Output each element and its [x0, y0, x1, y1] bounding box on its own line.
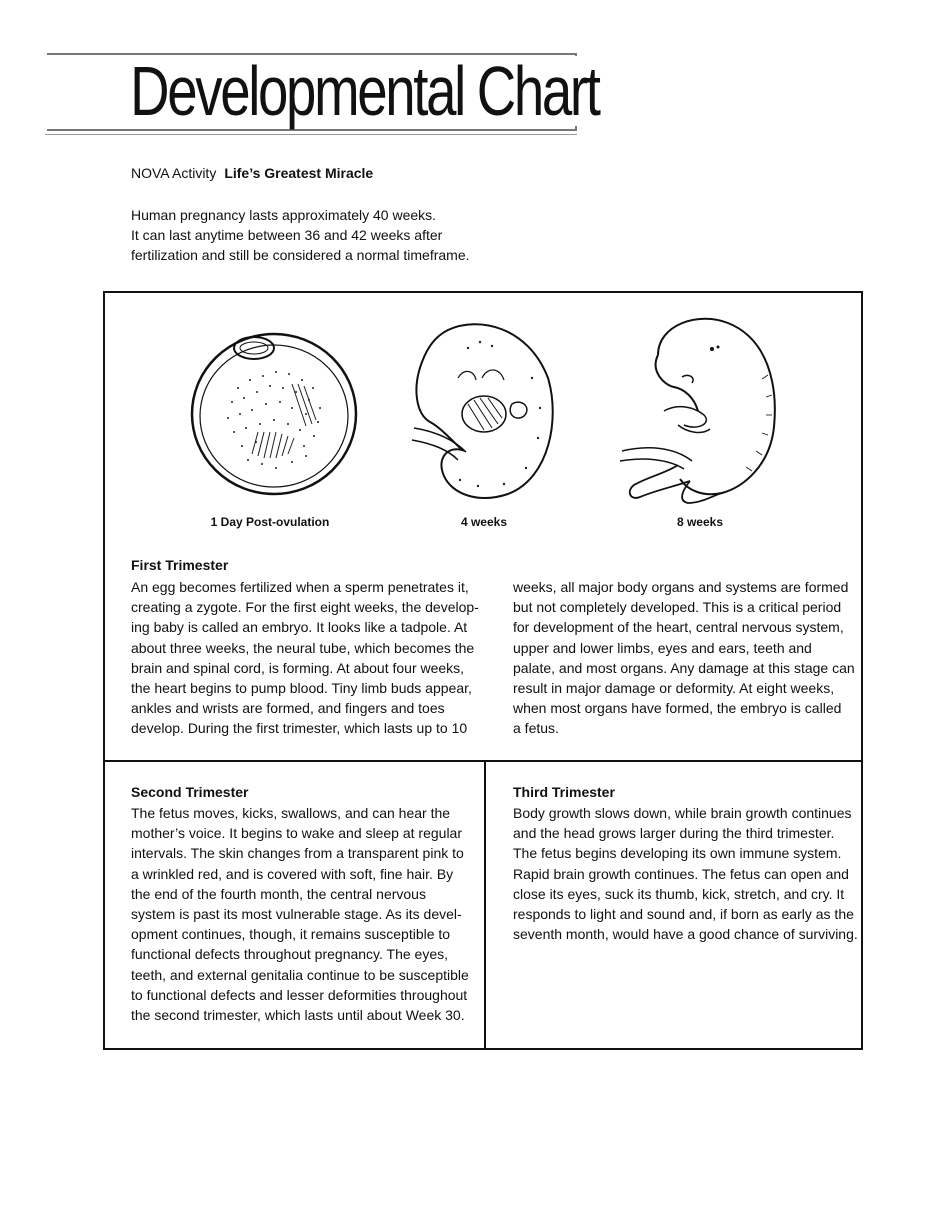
text-line: for development of the heart, central nervous system, [513, 619, 844, 636]
second-trimester-text [131, 803, 469, 1025]
text-line: An egg becomes fertilized when a sperm penetrates it, [131, 579, 469, 595]
text-line: functional defects throughout pregnancy. The eyes, [131, 946, 449, 963]
text-line: palate, and most organs. Any damage at this stage can [513, 659, 855, 676]
stage-caption: 8 weeks [676, 515, 724, 529]
text-line: responds to light and sound and, if born as early as the [513, 906, 854, 923]
text-line: the heart begins to pump blood. Tiny limb buds appear, [131, 680, 472, 697]
text-line: teeth, and external genitalia continue to be susceptible [131, 966, 469, 983]
text-line: a fetus. [513, 720, 559, 737]
text-line: system is past its most vulnerable stage. As its devel- [131, 906, 462, 923]
intro-text [131, 205, 551, 265]
text-line: a wrinkled red, and is covered with soft, fine hair. By [131, 865, 454, 882]
text-line: seventh month, would have a good chance of surviving. [513, 926, 858, 943]
text-line: ing baby is called an embryo. It looks like a tadpole. At [131, 619, 468, 636]
first-trimester-col1 [131, 577, 479, 739]
text-line: The fetus begins developing its own immune system. [513, 845, 842, 862]
fetus-illustration [618, 315, 778, 507]
activity-name: Life’s Greatest Miracle [224, 165, 374, 181]
text-line: but not completely developed. This is a critical period [513, 599, 842, 616]
text-line: weeks, all major body organs and systems are formed [513, 579, 849, 595]
text-line: ankles and wrists are formed, and fingers and toes [131, 700, 445, 717]
first-trimester-heading: First Trimester [131, 557, 229, 573]
divider-horizontal [103, 760, 863, 762]
text-line: Body growth slows down, while brain growth continues [513, 805, 852, 821]
intro-line: fertilization and still be considered a normal timeframe. [131, 247, 470, 263]
zygote-illustration [188, 328, 360, 500]
divider-vertical [484, 760, 486, 1050]
activity-label: NOVA Activity [131, 165, 217, 181]
text-line: and the head grows larger during the third trimester. [513, 825, 835, 842]
text-line: intervals. The skin changes from a transparent pink to [131, 845, 464, 862]
intro-line: It can last anytime between 36 and 42 weeks after [131, 227, 443, 243]
stage-caption: 4 weeks [460, 515, 508, 529]
third-trimester-text [513, 803, 858, 944]
text-line: the second trimester, which lasts until about Week 30. [131, 1007, 465, 1024]
activity-line [131, 165, 373, 181]
text-line: the end of the fourth month, the central nervous [131, 885, 426, 902]
intro-line: Human pregnancy lasts approximately 40 weeks. [131, 207, 437, 223]
text-line: mother’s voice. It begins to wake and sleep at regular [131, 825, 463, 842]
text-line: about three weeks, the neural tube, which becomes the [131, 639, 475, 656]
text-line: to functional defects and lesser deformities throughout [131, 986, 468, 1003]
text-line: opment continues, though, it remains susceptible to [131, 926, 451, 943]
text-line: close its eyes, suck its thumb, kick, stretch, and cry. It [513, 885, 845, 902]
text-line: upper and lower limbs, eyes and ears, teeth and [513, 639, 812, 656]
text-line: Rapid brain growth continues. The fetus can open and [513, 865, 849, 882]
page-title: Developmental Chart [127, 56, 602, 126]
text-line: result in major damage or deformity. At eight weeks, [513, 680, 835, 697]
third-trimester-heading: Third Trimester [513, 784, 615, 800]
text-line: when most organs have formed, the embryo is called [513, 700, 842, 717]
first-trimester-col2 [513, 577, 855, 739]
embryo-illustration [408, 318, 558, 500]
text-line: The fetus moves, kicks, swallows, and can hear the [131, 805, 451, 821]
stage-caption: 1 Day Post-ovulation [210, 515, 330, 529]
second-trimester-heading: Second Trimester [131, 784, 249, 800]
text-line: creating a zygote. For the first eight weeks, the develop- [131, 599, 479, 616]
text-line: brain and spinal cord, is forming. At about four weeks, [131, 659, 465, 676]
text-line: develop. During the first trimester, which lasts up to 10 [131, 720, 468, 737]
